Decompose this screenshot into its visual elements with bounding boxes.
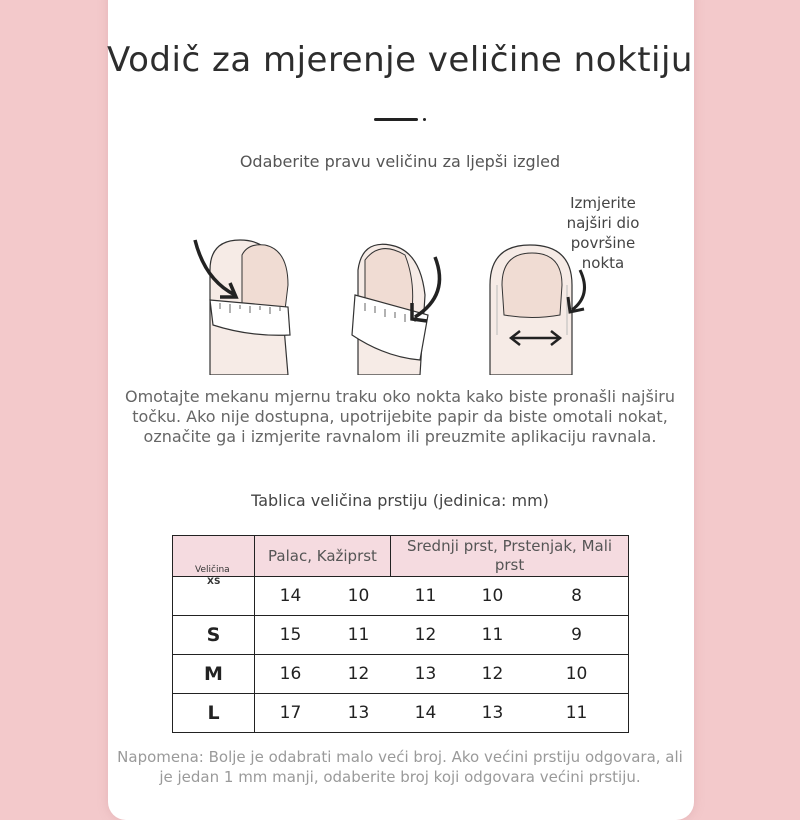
value-cell: 12 [327, 655, 391, 694]
measurement-illustration [180, 185, 600, 375]
table-row [173, 577, 629, 616]
footnote: Napomena: Bolje je odabrati malo veći broj. Ako većini prstiju odgovara, ali je jedan 1 mm manji, odaberite broj koji odgovara većini prstiju. [117, 748, 683, 786]
measure-callout: Izmjerite najširi dio površine nokta [566, 194, 640, 272]
value-cell: 9 [525, 616, 629, 655]
table-row [173, 655, 629, 694]
finger-2-illustration [352, 244, 440, 375]
table-row [173, 616, 629, 655]
size-table-header [173, 536, 629, 577]
size-cell: XS [173, 577, 255, 616]
value-cell: 11 [391, 577, 461, 616]
value-cell: 11 [461, 616, 525, 655]
value-cell: 12 [391, 616, 461, 655]
size-cell: L [173, 694, 255, 733]
table-row [173, 694, 629, 733]
value-cell: 14 [391, 694, 461, 733]
finger-1-illustration [195, 240, 290, 375]
header-size: Veličina [173, 536, 255, 577]
title-divider-dot [423, 118, 426, 121]
header-thumb-index: Palac, Kažiprst [255, 536, 391, 577]
title-divider [374, 118, 418, 121]
page-title: Vodič za mjerenje veličine noktiju [107, 40, 693, 80]
value-cell: 11 [327, 616, 391, 655]
size-cell: S [173, 616, 255, 655]
size-table-title: Tablica veličina prstiju (jedinica: mm) [251, 491, 549, 510]
value-cell: 13 [461, 694, 525, 733]
size-cell: M [173, 655, 255, 694]
instructions-text: Omotajte mekanu mjernu traku oko nokta kako biste pronašli najširu točku. Ako nije dostupna, upotrijebite papir da biste omotali nokat, označite ga i izmjerite ravnalom ili preuzmite aplikaciju ravnala. [124, 387, 675, 446]
value-cell: 10 [327, 577, 391, 616]
value-cell: 16 [255, 655, 327, 694]
value-cell: 12 [461, 655, 525, 694]
value-cell: 11 [525, 694, 629, 733]
value-cell: 13 [327, 694, 391, 733]
value-cell: 10 [461, 577, 525, 616]
finger-3-illustration [490, 245, 585, 375]
value-cell: 14 [255, 577, 327, 616]
value-cell: 13 [391, 655, 461, 694]
page-subtitle: Odaberite pravu veličinu za ljepši izgled [239, 152, 561, 171]
header-other-fingers: Srednji prst, Prstenjak, Mali prst [391, 536, 629, 577]
value-cell: 15 [255, 616, 327, 655]
value-cell: 8 [525, 577, 629, 616]
size-table [172, 535, 629, 733]
value-cell: 10 [525, 655, 629, 694]
value-cell: 17 [255, 694, 327, 733]
